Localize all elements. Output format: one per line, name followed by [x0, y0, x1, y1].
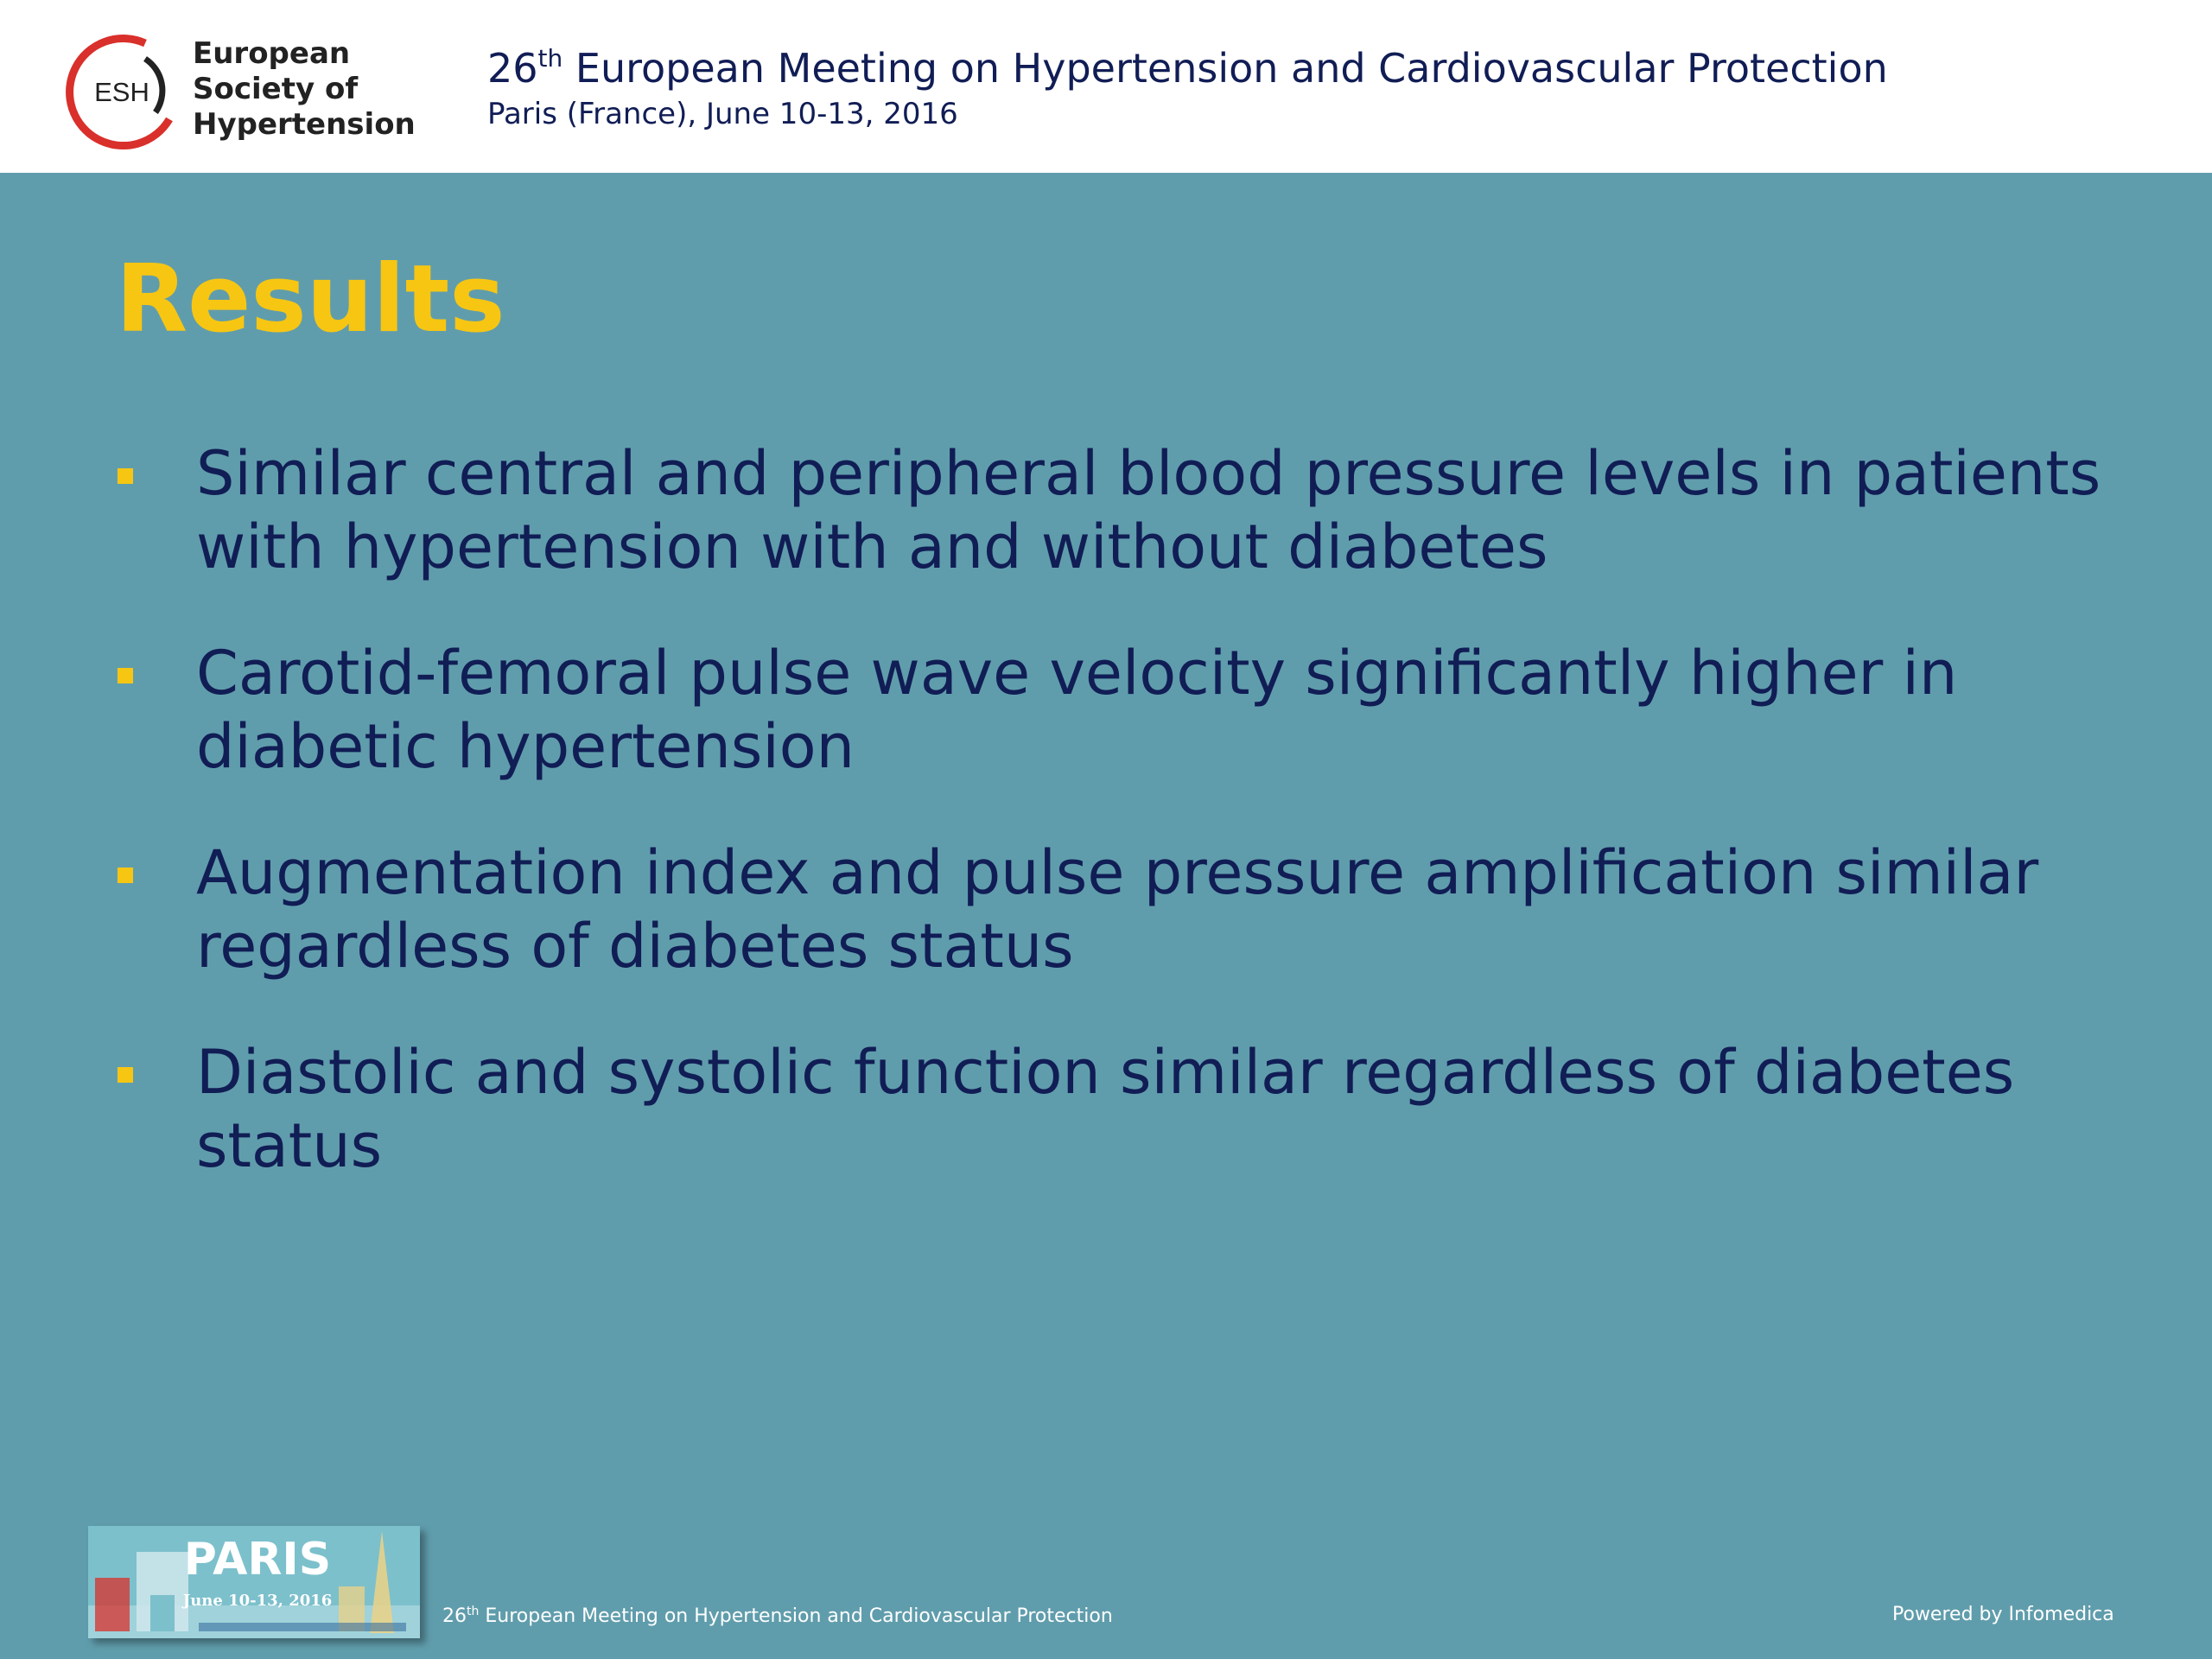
bullet-text: Similar central and peripheral blood pressure levels in patients with hypertension with and without diabetes [196, 438, 2101, 582]
bullet-square-icon [118, 668, 133, 683]
esh-org-line-2: Society of [193, 72, 359, 106]
badge-dots-strip [199, 1623, 406, 1631]
footer-meeting-ordinal-suffix: th [467, 1605, 480, 1618]
meeting-subtitle: Paris (France), June 10-13, 2016 [487, 97, 958, 131]
meeting-title-text: European Meeting on Hypertension and Cardiovascular Protection [563, 45, 1888, 92]
bullet-item [116, 1036, 2120, 1183]
powered-by-credit: Powered by Infomedica [1892, 1604, 2114, 1625]
esh-organization-name [193, 36, 416, 143]
esh-org-line-1: European [193, 36, 351, 71]
bullet-square-icon [118, 868, 133, 883]
bullet-square-icon [118, 1067, 133, 1083]
badge-city: PARIS [183, 1534, 332, 1586]
bullet-text: Diastolic and systolic function similar regardless of diabetes status [196, 1037, 2015, 1181]
footer-meeting-title-text: European Meeting on Hypertension and Cardiovascular Protection [479, 1605, 1113, 1627]
footer-meeting-ordinal: 26 [442, 1605, 467, 1627]
esh-org-line-3: Hypertension [193, 107, 416, 142]
meeting-ordinal: 26 [487, 45, 538, 92]
bullet-text: Augmentation index and pulse pressure amplification similar regardless of diabetes status [196, 837, 2039, 982]
paris-badge-image [88, 1526, 420, 1638]
slide-header [0, 0, 2212, 173]
meeting-title [487, 45, 1888, 92]
badge-dates: June 10-13, 2016 [182, 1592, 333, 1610]
bullet-item [116, 437, 2120, 584]
esh-logo [59, 26, 188, 156]
bullet-item [116, 836, 2120, 983]
footer-meeting-title [442, 1605, 1113, 1627]
results-bullet-list [116, 437, 2120, 1236]
badge-arch-opening [150, 1595, 175, 1631]
bullet-square-icon [118, 468, 133, 484]
badge-building-red [95, 1578, 130, 1631]
bullet-item [116, 637, 2120, 784]
slide-title: Results [116, 245, 505, 353]
bullet-text: Carotid-femoral pulse wave velocity significantly higher in diabetic hypertension [196, 638, 1958, 782]
esh-logo-initials: ESH [94, 77, 149, 107]
meeting-ordinal-suffix: th [537, 44, 563, 73]
